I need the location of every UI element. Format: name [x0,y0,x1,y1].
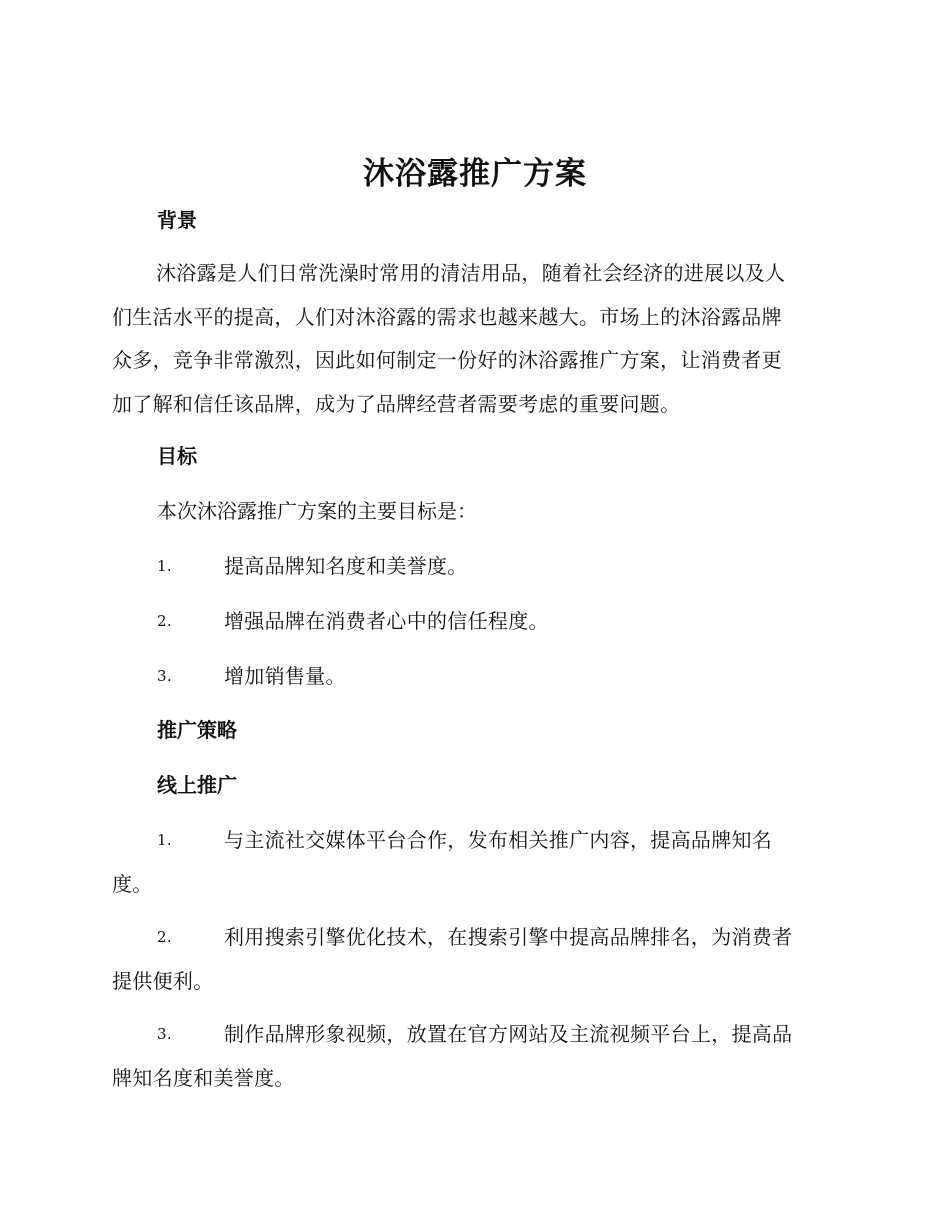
online-list-item [112,1013,832,1100]
list-number: 2. [157,612,172,630]
heading-goals: 目标 [157,444,197,468]
list-item-text: 增加销售量。 [224,664,346,688]
background-line-1: 沐浴露是人们日常洗澡时常用的清洁用品，随着社会经济的进展以及人 [156,261,786,285]
online-list-item [112,819,832,906]
list-item-line-1: 与主流社交媒体平台合作，发布相关推广内容，提高品牌知名 [224,828,773,852]
list-item-line-1: 利用搜索引擎优化技术，在搜索引擎中提高品牌排名，为消费者 [224,925,793,949]
heading-strategy: 推广策略 [157,718,237,742]
goals-list-item [112,655,832,699]
online-list-item [112,916,832,1003]
background-paragraph [112,252,832,426]
background-line-4: 加了解和信任该品牌，成为了品牌经营者需要考虑的重要问题。 [112,391,681,416]
list-number: 3. [157,667,172,685]
background-line-2: 们生活水平的提高，人们对沐浴露的需求也越来越大。市场上的沐浴露品牌 [112,304,782,329]
list-item-text: 提高品牌知名度和美誉度。 [224,554,468,578]
goals-intro: 本次沐浴露推广方案的主要目标是： [157,499,477,523]
list-item-line-1: 制作品牌形象视频，放置在官方网站及主流视频平台上，提高品 [224,1022,793,1046]
list-number: 1. [157,831,172,849]
goals-list-item [112,545,832,589]
list-item-text: 增强品牌在消费者心中的信任程度。 [224,609,549,633]
background-line-3: 众多，竞争非常激烈，因此如何制定一份好的沐浴露推广方案，让消费者更 [112,348,782,372]
goals-list-item [112,600,832,644]
list-item-line-2: 牌知名度和美誉度。 [112,1065,295,1090]
list-item-line-2: 提供便利。 [112,968,214,993]
document-title: 沐浴露推广方案 [363,156,587,192]
list-item-line-2: 度。 [112,871,153,896]
list-number: 2. [157,928,172,946]
list-number: 1. [157,557,172,575]
heading-background: 背景 [157,208,197,232]
list-number: 3. [157,1025,172,1043]
heading-online-promotion: 线上推广 [157,773,237,797]
